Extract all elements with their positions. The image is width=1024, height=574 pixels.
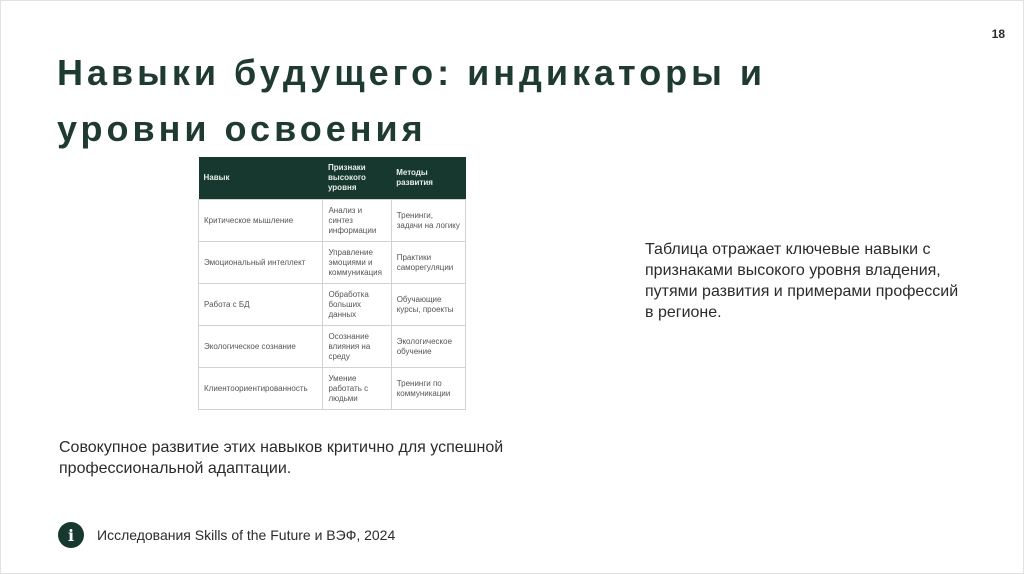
table-row xyxy=(199,242,466,284)
table-row xyxy=(199,284,466,326)
table-row xyxy=(199,200,466,242)
table-cell: Экологическое обучение xyxy=(391,326,465,368)
table-cell: Обработка больших данных xyxy=(323,284,391,326)
table-cell: Работа с БД xyxy=(199,284,323,326)
table-header-signs: Признаки высокого уровня xyxy=(323,157,391,200)
page-title: Навыки будущего: индикаторы и уровни освоения xyxy=(57,52,767,149)
table-cell: Критическое мышление xyxy=(199,200,323,242)
table-cell: Тренинги по коммуникации xyxy=(391,368,465,410)
table-cell: Анализ и синтез информации xyxy=(323,200,391,242)
table-header-methods: Методы развития xyxy=(391,157,465,200)
table-cell: Управление эмоциями и коммуникация xyxy=(323,242,391,284)
source-text: Исследования Skills of the Future и ВЭФ, 2024 xyxy=(97,527,396,543)
table-cell: Умение работать с людьми xyxy=(323,368,391,410)
table-cell: Эмоциональный интеллект xyxy=(199,242,323,284)
skills-table xyxy=(198,157,466,410)
table-header-skill: Навык xyxy=(199,157,323,200)
table-header-row xyxy=(199,157,466,200)
table-cell: Тренинги, задачи на логику xyxy=(391,200,465,242)
table-cell: Обучающие курсы, проекты xyxy=(391,284,465,326)
table-description: Таблица отражает ключевые навыки с признаками высокого уровня владения, путями развития и примерами профессий в регионе. xyxy=(645,241,959,321)
table-cell: Экологическое сознание xyxy=(199,326,323,368)
summary-text: Совокупное развитие этих навыков критично для успешной профессиональной адаптации. xyxy=(59,439,504,477)
table-row xyxy=(199,368,466,410)
table-row xyxy=(199,326,466,368)
info-icon: i xyxy=(58,522,84,548)
table-cell: Практики саморегуляции xyxy=(391,242,465,284)
table-cell: Клиентоориентированность xyxy=(199,368,323,410)
page-number: 18 xyxy=(991,27,1005,41)
table-cell: Осознание влияния на среду xyxy=(323,326,391,368)
